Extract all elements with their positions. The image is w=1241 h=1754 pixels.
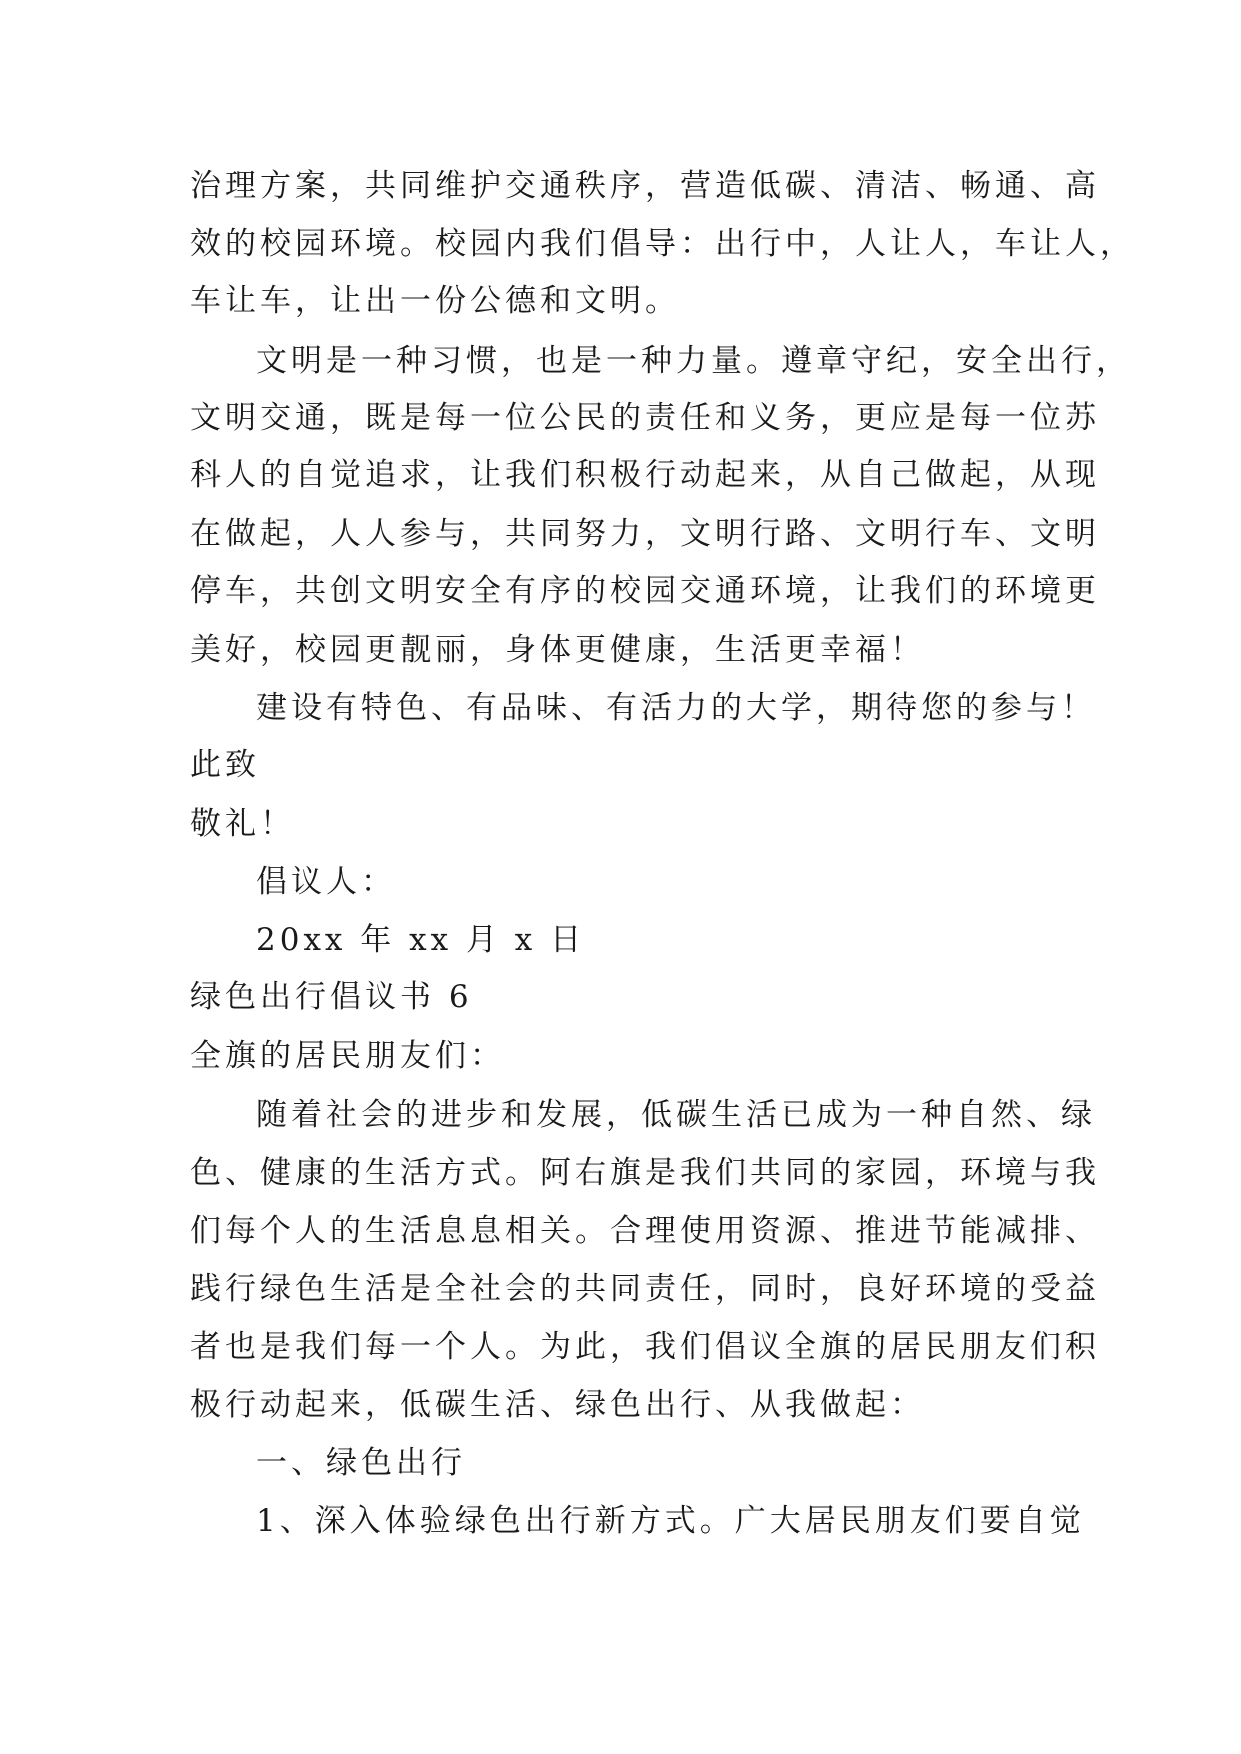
signatory-label: 倡议人： bbox=[256, 864, 396, 900]
text-line: 践行绿色生活是全社会的共同责任，同时，良好环境的受益 bbox=[190, 1271, 1100, 1307]
section-title: 绿色出行倡议书 6 bbox=[190, 979, 473, 1015]
text-line: 在做起，人人参与，共同努力，文明行路、文明行车、文明 bbox=[190, 516, 1100, 552]
text-line: 治理方案，共同维护交通秩序，营造低碳、清洁、畅通、高 bbox=[190, 168, 1100, 204]
text-line: 者也是我们每一个人。为此，我们倡议全旗的居民朋友们积 bbox=[190, 1329, 1100, 1365]
text-line: 色、健康的生活方式。阿右旗是我们共同的家园，环境与我 bbox=[190, 1155, 1100, 1191]
paragraph-start-line: 随着社会的进步和发展，低碳生活已成为一种自然、绿 bbox=[256, 1097, 1096, 1133]
paragraph-start-line: 建设有特色、有品味、有活力的大学，期待您的参与！ bbox=[256, 690, 1096, 726]
text-line: 科人的自觉追求，让我们积极行动起来，从自己做起，从现 bbox=[190, 457, 1100, 493]
text-line: 车让车，让出一份公德和文明。 bbox=[190, 283, 680, 319]
text-line: 效的校园环境。校园内我们倡导：出行中，人让人，车让人， bbox=[190, 226, 1135, 262]
text-line: 极行动起来，低碳生活、绿色出行、从我做起： bbox=[190, 1387, 925, 1423]
paragraph-start-line: 文明是一种习惯，也是一种力量。遵章守纪，安全出行， bbox=[256, 343, 1131, 379]
closing-salutation: 此致 bbox=[190, 747, 260, 783]
greeting-line: 全旗的居民朋友们： bbox=[190, 1038, 505, 1074]
date-line: 20xx 年 xx 月 x 日 bbox=[256, 922, 586, 958]
subsection-heading: 一、绿色出行 bbox=[256, 1445, 466, 1481]
text-line: 美好，校园更靓丽，身体更健康，生活更幸福！ bbox=[190, 632, 925, 668]
text-line: 停车，共创文明安全有序的校园交通环境，让我们的环境更 bbox=[190, 573, 1100, 609]
paragraph-start-line: 1、深入体验绿色出行新方式。广大居民朋友们要自觉 bbox=[256, 1503, 1085, 1539]
text-line: 文明交通，既是每一位公民的责任和义务，更应是每一位苏 bbox=[190, 400, 1100, 436]
closing-regards: 敬礼！ bbox=[190, 806, 295, 842]
text-line: 们每个人的生活息息相关。合理使用资源、推进节能减排、 bbox=[190, 1213, 1100, 1249]
